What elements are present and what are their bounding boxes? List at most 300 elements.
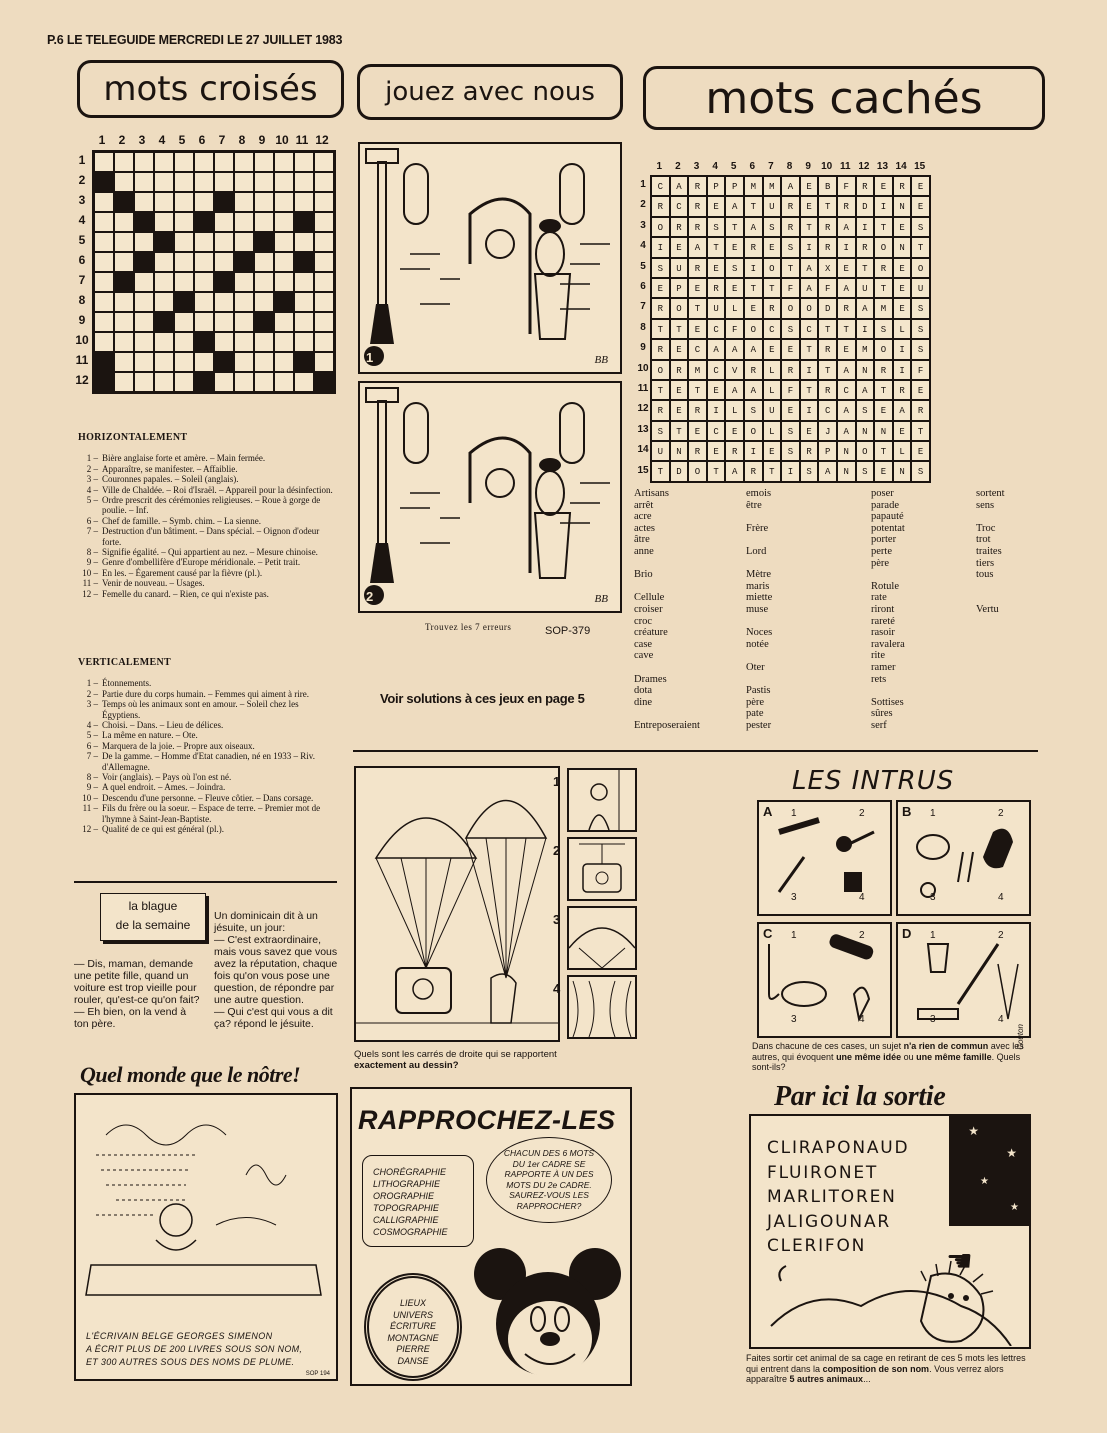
mots-caches-letter[interactable]: A bbox=[744, 339, 763, 359]
crossword-cell[interactable] bbox=[254, 332, 274, 352]
mots-caches-letter[interactable]: A bbox=[688, 237, 707, 257]
crossword-cell[interactable] bbox=[274, 352, 294, 372]
crossword-cell[interactable] bbox=[174, 352, 194, 372]
mots-caches-letter[interactable]: E bbox=[911, 441, 930, 461]
mots-caches-letter[interactable]: O bbox=[744, 421, 763, 441]
mots-caches-letter[interactable]: I bbox=[781, 461, 800, 481]
mots-caches-letter[interactable]: E bbox=[688, 319, 707, 339]
crossword-cell[interactable] bbox=[254, 352, 274, 372]
crossword-cell[interactable] bbox=[294, 192, 314, 212]
mots-caches-letter[interactable]: S bbox=[651, 258, 670, 278]
mots-caches-letter[interactable]: I bbox=[874, 196, 893, 216]
crossword-cell[interactable] bbox=[174, 232, 194, 252]
crossword-cell[interactable] bbox=[94, 212, 114, 232]
mots-caches-letter[interactable]: M bbox=[874, 298, 893, 318]
crossword-cell[interactable] bbox=[174, 372, 194, 392]
mots-caches-letter[interactable]: R bbox=[911, 400, 930, 420]
mots-caches-letter[interactable]: S bbox=[763, 217, 782, 237]
mots-caches-letter[interactable]: E bbox=[800, 421, 819, 441]
mots-caches-letter[interactable]: R bbox=[874, 258, 893, 278]
crossword-cell[interactable] bbox=[294, 232, 314, 252]
crossword-cell[interactable] bbox=[234, 172, 254, 192]
crossword-cell[interactable] bbox=[234, 272, 254, 292]
mots-caches-letter[interactable]: U bbox=[651, 441, 670, 461]
mots-caches-letter[interactable]: A bbox=[670, 176, 689, 196]
mots-caches-letter[interactable]: A bbox=[725, 380, 744, 400]
crossword-cell[interactable] bbox=[154, 332, 174, 352]
mots-caches-letter[interactable]: R bbox=[725, 441, 744, 461]
mots-caches-letter[interactable]: R bbox=[893, 176, 912, 196]
mots-caches-letter[interactable]: F bbox=[781, 380, 800, 400]
crossword-cell[interactable] bbox=[274, 232, 294, 252]
mots-caches-letter[interactable]: C bbox=[800, 319, 819, 339]
mots-caches-letter[interactable]: P bbox=[725, 176, 744, 196]
mots-caches-letter[interactable]: A bbox=[781, 176, 800, 196]
crossword-cell[interactable] bbox=[294, 312, 314, 332]
crossword-cell[interactable] bbox=[194, 252, 214, 272]
mots-caches-letter[interactable]: R bbox=[893, 380, 912, 400]
mots-caches-letter[interactable]: I bbox=[800, 237, 819, 257]
mots-caches-letter[interactable]: N bbox=[893, 196, 912, 216]
crossword-cell[interactable] bbox=[94, 292, 114, 312]
parachute-choice-box[interactable] bbox=[567, 906, 637, 970]
mots-caches-letter[interactable]: T bbox=[874, 380, 893, 400]
crossword-cell[interactable] bbox=[114, 172, 134, 192]
mots-caches-letter[interactable]: A bbox=[800, 278, 819, 298]
mots-caches-letter[interactable]: T bbox=[688, 380, 707, 400]
mots-caches-letter[interactable]: N bbox=[837, 441, 856, 461]
mots-caches-letter[interactable]: E bbox=[893, 278, 912, 298]
mots-caches-letter[interactable]: S bbox=[911, 339, 930, 359]
crossword-cell[interactable] bbox=[214, 152, 234, 172]
mots-caches-letter[interactable]: M bbox=[763, 176, 782, 196]
crossword-cell[interactable] bbox=[234, 292, 254, 312]
mots-caches-letter[interactable]: L bbox=[725, 400, 744, 420]
mots-caches-letter[interactable]: V bbox=[725, 360, 744, 380]
mots-caches-letter[interactable]: L bbox=[763, 380, 782, 400]
mots-caches-letter[interactable]: O bbox=[651, 217, 670, 237]
crossword-cell[interactable] bbox=[134, 272, 154, 292]
crossword-cell[interactable] bbox=[94, 192, 114, 212]
mots-caches-letter[interactable]: M bbox=[744, 176, 763, 196]
mots-caches-letter[interactable]: T bbox=[818, 319, 837, 339]
mots-caches-letter[interactable]: R bbox=[744, 360, 763, 380]
intrus-box[interactable] bbox=[757, 922, 892, 1038]
mots-caches-letter[interactable]: E bbox=[800, 196, 819, 216]
crossword-cell[interactable] bbox=[114, 232, 134, 252]
crossword-cell[interactable] bbox=[214, 292, 234, 312]
mots-caches-letter[interactable]: A bbox=[856, 380, 875, 400]
crossword-cell[interactable] bbox=[114, 332, 134, 352]
mots-caches-letter[interactable]: T bbox=[670, 319, 689, 339]
crossword-cell[interactable] bbox=[114, 372, 134, 392]
mots-caches-letter[interactable]: T bbox=[707, 461, 726, 481]
crossword-cell[interactable] bbox=[314, 312, 334, 332]
mots-caches-letter[interactable]: R bbox=[818, 237, 837, 257]
crossword-cell[interactable] bbox=[114, 252, 134, 272]
parachute-choice-box[interactable] bbox=[567, 975, 637, 1039]
mots-caches-letter[interactable]: T bbox=[651, 461, 670, 481]
mots-caches-letter[interactable]: R bbox=[688, 217, 707, 237]
crossword-cell[interactable] bbox=[274, 252, 294, 272]
mots-caches-letter[interactable]: D bbox=[818, 298, 837, 318]
mots-caches-letter[interactable]: E bbox=[744, 298, 763, 318]
crossword-cell[interactable] bbox=[134, 372, 154, 392]
crossword-grid[interactable] bbox=[92, 150, 336, 394]
crossword-cell[interactable] bbox=[174, 212, 194, 232]
mots-caches-letter[interactable]: T bbox=[800, 217, 819, 237]
mots-caches-letter[interactable]: F bbox=[837, 176, 856, 196]
crossword-cell[interactable] bbox=[214, 172, 234, 192]
mots-caches-letter[interactable]: U bbox=[856, 278, 875, 298]
mots-caches-letter[interactable]: O bbox=[670, 298, 689, 318]
mots-caches-letter[interactable]: E bbox=[781, 400, 800, 420]
crossword-cell[interactable] bbox=[174, 332, 194, 352]
mots-caches-letter[interactable]: A bbox=[800, 258, 819, 278]
crossword-cell[interactable] bbox=[174, 152, 194, 172]
mots-caches-letter[interactable]: R bbox=[651, 298, 670, 318]
mots-caches-letter[interactable]: S bbox=[874, 319, 893, 339]
mots-caches-letter[interactable]: F bbox=[725, 319, 744, 339]
crossword-cell[interactable] bbox=[314, 352, 334, 372]
crossword-cell[interactable] bbox=[114, 312, 134, 332]
crossword-cell[interactable] bbox=[294, 332, 314, 352]
mots-caches-letter[interactable]: I bbox=[856, 319, 875, 339]
mots-caches-letter[interactable]: R bbox=[670, 217, 689, 237]
intrus-box[interactable] bbox=[896, 800, 1031, 916]
crossword-cell[interactable] bbox=[314, 252, 334, 272]
mots-caches-letter[interactable]: T bbox=[818, 196, 837, 216]
mots-caches-letter[interactable]: R bbox=[688, 258, 707, 278]
crossword-cell[interactable] bbox=[214, 252, 234, 272]
crossword-cell[interactable] bbox=[94, 312, 114, 332]
mots-caches-letter[interactable]: F bbox=[911, 360, 930, 380]
mots-caches-letter[interactable]: D bbox=[856, 196, 875, 216]
mots-caches-letter[interactable]: E bbox=[651, 278, 670, 298]
mots-caches-grid[interactable] bbox=[650, 175, 931, 483]
mots-caches-letter[interactable]: S bbox=[911, 461, 930, 481]
crossword-cell[interactable] bbox=[114, 352, 134, 372]
crossword-cell[interactable] bbox=[314, 192, 334, 212]
mots-caches-letter[interactable]: E bbox=[688, 421, 707, 441]
mots-caches-letter[interactable]: R bbox=[744, 461, 763, 481]
mots-caches-letter[interactable]: R bbox=[781, 196, 800, 216]
mots-caches-letter[interactable]: A bbox=[725, 461, 744, 481]
crossword-cell[interactable] bbox=[234, 212, 254, 232]
mots-caches-letter[interactable]: P bbox=[707, 176, 726, 196]
mots-caches-letter[interactable]: A bbox=[837, 278, 856, 298]
mots-caches-letter[interactable]: I bbox=[856, 217, 875, 237]
mots-caches-letter[interactable]: R bbox=[707, 278, 726, 298]
mots-caches-letter[interactable]: E bbox=[874, 176, 893, 196]
mots-caches-letter[interactable]: T bbox=[744, 196, 763, 216]
crossword-cell[interactable] bbox=[254, 272, 274, 292]
mots-caches-letter[interactable]: A bbox=[837, 360, 856, 380]
crossword-cell[interactable] bbox=[94, 332, 114, 352]
mots-caches-letter[interactable]: T bbox=[744, 278, 763, 298]
crossword-cell[interactable] bbox=[214, 372, 234, 392]
crossword-cell[interactable] bbox=[134, 152, 154, 172]
mots-caches-letter[interactable]: S bbox=[744, 400, 763, 420]
mots-caches-letter[interactable]: S bbox=[856, 461, 875, 481]
mots-caches-letter[interactable]: T bbox=[707, 237, 726, 257]
mots-caches-letter[interactable]: N bbox=[837, 461, 856, 481]
crossword-cell[interactable] bbox=[154, 272, 174, 292]
mots-caches-letter[interactable]: R bbox=[688, 176, 707, 196]
mots-caches-letter[interactable]: S bbox=[725, 258, 744, 278]
mots-caches-letter[interactable]: L bbox=[763, 421, 782, 441]
mots-caches-letter[interactable]: E bbox=[670, 400, 689, 420]
mots-caches-letter[interactable]: J bbox=[818, 421, 837, 441]
mots-caches-letter[interactable]: S bbox=[911, 298, 930, 318]
crossword-cell[interactable] bbox=[214, 312, 234, 332]
crossword-cell[interactable] bbox=[274, 172, 294, 192]
mots-caches-letter[interactable]: T bbox=[651, 380, 670, 400]
mots-caches-letter[interactable]: M bbox=[856, 339, 875, 359]
mots-caches-letter[interactable]: U bbox=[707, 298, 726, 318]
mots-caches-letter[interactable]: E bbox=[763, 237, 782, 257]
mots-caches-letter[interactable]: O bbox=[800, 298, 819, 318]
mots-caches-letter[interactable]: E bbox=[707, 258, 726, 278]
crossword-cell[interactable] bbox=[94, 152, 114, 172]
mots-caches-letter[interactable]: E bbox=[911, 176, 930, 196]
mots-caches-letter[interactable]: S bbox=[800, 461, 819, 481]
crossword-cell[interactable] bbox=[134, 232, 154, 252]
crossword-cell[interactable] bbox=[234, 332, 254, 352]
crossword-cell[interactable] bbox=[134, 192, 154, 212]
crossword-cell[interactable] bbox=[94, 252, 114, 272]
mots-caches-letter[interactable]: T bbox=[856, 258, 875, 278]
mots-caches-letter[interactable]: O bbox=[856, 441, 875, 461]
crossword-cell[interactable] bbox=[134, 172, 154, 192]
crossword-cell[interactable] bbox=[134, 332, 154, 352]
crossword-cell[interactable] bbox=[154, 352, 174, 372]
crossword-cell[interactable] bbox=[94, 272, 114, 292]
mots-caches-letter[interactable]: R bbox=[800, 441, 819, 461]
mots-caches-letter[interactable]: E bbox=[911, 380, 930, 400]
mots-caches-letter[interactable]: I bbox=[837, 237, 856, 257]
crossword-cell[interactable] bbox=[154, 212, 174, 232]
crossword-cell[interactable] bbox=[94, 232, 114, 252]
mots-caches-letter[interactable]: A bbox=[744, 380, 763, 400]
mots-caches-letter[interactable]: O bbox=[744, 319, 763, 339]
mots-caches-letter[interactable]: A bbox=[725, 339, 744, 359]
mots-caches-letter[interactable]: E bbox=[707, 196, 726, 216]
crossword-cell[interactable] bbox=[174, 252, 194, 272]
crossword-cell[interactable] bbox=[234, 352, 254, 372]
mots-caches-letter[interactable]: E bbox=[763, 339, 782, 359]
crossword-cell[interactable] bbox=[314, 272, 334, 292]
crossword-cell[interactable] bbox=[254, 372, 274, 392]
mots-caches-letter[interactable]: I bbox=[800, 360, 819, 380]
mots-caches-letter[interactable]: R bbox=[763, 298, 782, 318]
crossword-cell[interactable] bbox=[274, 212, 294, 232]
mots-caches-letter[interactable]: T bbox=[911, 237, 930, 257]
mots-caches-letter[interactable]: E bbox=[725, 421, 744, 441]
mots-caches-letter[interactable]: E bbox=[707, 441, 726, 461]
crossword-cell[interactable] bbox=[234, 152, 254, 172]
mots-caches-letter[interactable]: R bbox=[744, 237, 763, 257]
mots-caches-letter[interactable]: T bbox=[911, 421, 930, 441]
mots-caches-letter[interactable]: E bbox=[874, 400, 893, 420]
mots-caches-letter[interactable]: N bbox=[874, 421, 893, 441]
mots-caches-letter[interactable]: C bbox=[707, 421, 726, 441]
crossword-cell[interactable] bbox=[174, 192, 194, 212]
mots-caches-letter[interactable]: E bbox=[725, 278, 744, 298]
mots-caches-letter[interactable]: L bbox=[893, 319, 912, 339]
crossword-cell[interactable] bbox=[254, 212, 274, 232]
mots-caches-letter[interactable]: T bbox=[837, 319, 856, 339]
mots-caches-letter[interactable]: N bbox=[893, 461, 912, 481]
crossword-cell[interactable] bbox=[114, 292, 134, 312]
mots-caches-letter[interactable]: O bbox=[874, 339, 893, 359]
mots-caches-letter[interactable]: X bbox=[818, 258, 837, 278]
mots-caches-letter[interactable]: S bbox=[911, 217, 930, 237]
crossword-cell[interactable] bbox=[194, 152, 214, 172]
mots-caches-letter[interactable]: R bbox=[856, 237, 875, 257]
mots-caches-letter[interactable]: A bbox=[837, 400, 856, 420]
mots-caches-letter[interactable]: T bbox=[651, 319, 670, 339]
crossword-cell[interactable] bbox=[254, 192, 274, 212]
crossword-cell[interactable] bbox=[314, 152, 334, 172]
mots-caches-letter[interactable]: P bbox=[670, 278, 689, 298]
mots-caches-letter[interactable]: N bbox=[893, 237, 912, 257]
crossword-cell[interactable] bbox=[194, 292, 214, 312]
mots-caches-letter[interactable]: E bbox=[707, 380, 726, 400]
mots-caches-letter[interactable]: E bbox=[670, 339, 689, 359]
crossword-cell[interactable] bbox=[194, 352, 214, 372]
mots-caches-letter[interactable]: T bbox=[874, 278, 893, 298]
mots-caches-letter[interactable]: C bbox=[707, 360, 726, 380]
mots-caches-letter[interactable]: O bbox=[781, 298, 800, 318]
mots-caches-letter[interactable]: S bbox=[651, 421, 670, 441]
crossword-cell[interactable] bbox=[214, 332, 234, 352]
mots-caches-letter[interactable]: P bbox=[818, 441, 837, 461]
crossword-cell[interactable] bbox=[114, 212, 134, 232]
mots-caches-letter[interactable]: T bbox=[670, 421, 689, 441]
crossword-cell[interactable] bbox=[174, 272, 194, 292]
crossword-cell[interactable] bbox=[114, 152, 134, 172]
mots-caches-letter[interactable]: S bbox=[781, 421, 800, 441]
mots-caches-letter[interactable]: O bbox=[651, 360, 670, 380]
parachute-choice-box[interactable] bbox=[567, 768, 637, 832]
mots-caches-letter[interactable]: S bbox=[781, 237, 800, 257]
mots-caches-letter[interactable]: O bbox=[874, 237, 893, 257]
mots-caches-letter[interactable]: R bbox=[688, 400, 707, 420]
mots-caches-letter[interactable]: E bbox=[763, 441, 782, 461]
mots-caches-letter[interactable]: S bbox=[911, 319, 930, 339]
crossword-cell[interactable] bbox=[154, 372, 174, 392]
crossword-cell[interactable] bbox=[234, 232, 254, 252]
mots-caches-letter[interactable]: R bbox=[781, 217, 800, 237]
mots-caches-letter[interactable]: T bbox=[725, 217, 744, 237]
crossword-cell[interactable] bbox=[194, 192, 214, 212]
mots-caches-letter[interactable]: R bbox=[781, 360, 800, 380]
crossword-cell[interactable] bbox=[134, 292, 154, 312]
mots-caches-letter[interactable]: R bbox=[818, 217, 837, 237]
crossword-cell[interactable] bbox=[154, 252, 174, 272]
mots-caches-letter[interactable]: I bbox=[893, 360, 912, 380]
mots-caches-letter[interactable]: R bbox=[688, 441, 707, 461]
mots-caches-letter[interactable]: E bbox=[800, 176, 819, 196]
crossword-cell[interactable] bbox=[274, 312, 294, 332]
mots-caches-letter[interactable]: A bbox=[837, 421, 856, 441]
crossword-cell[interactable] bbox=[194, 172, 214, 192]
crossword-cell[interactable] bbox=[294, 172, 314, 192]
mots-caches-letter[interactable]: L bbox=[893, 441, 912, 461]
crossword-cell[interactable] bbox=[234, 192, 254, 212]
mots-caches-letter[interactable]: C bbox=[763, 319, 782, 339]
crossword-cell[interactable] bbox=[274, 192, 294, 212]
mots-caches-letter[interactable]: I bbox=[744, 258, 763, 278]
mots-caches-letter[interactable]: A bbox=[725, 196, 744, 216]
mots-caches-letter[interactable]: S bbox=[781, 319, 800, 339]
mots-caches-letter[interactable]: A bbox=[707, 339, 726, 359]
mots-caches-letter[interactable]: E bbox=[688, 278, 707, 298]
mots-caches-letter[interactable]: E bbox=[837, 258, 856, 278]
crossword-cell[interactable] bbox=[294, 272, 314, 292]
crossword-cell[interactable] bbox=[214, 212, 234, 232]
mots-caches-letter[interactable]: C bbox=[651, 176, 670, 196]
crossword-cell[interactable] bbox=[254, 292, 274, 312]
crossword-cell[interactable] bbox=[174, 172, 194, 192]
mots-caches-letter[interactable]: S bbox=[781, 441, 800, 461]
mots-caches-letter[interactable]: T bbox=[688, 298, 707, 318]
mots-caches-letter[interactable]: A bbox=[818, 461, 837, 481]
crossword-cell[interactable] bbox=[274, 332, 294, 352]
mots-caches-letter[interactable]: O bbox=[911, 258, 930, 278]
mots-caches-letter[interactable]: I bbox=[744, 441, 763, 461]
mots-caches-letter[interactable]: E bbox=[670, 380, 689, 400]
mots-caches-letter[interactable]: T bbox=[781, 258, 800, 278]
crossword-cell[interactable] bbox=[294, 372, 314, 392]
mots-caches-letter[interactable]: R bbox=[818, 380, 837, 400]
mots-caches-letter[interactable]: O bbox=[688, 461, 707, 481]
crossword-cell[interactable] bbox=[154, 192, 174, 212]
mots-caches-letter[interactable]: E bbox=[893, 217, 912, 237]
mots-caches-letter[interactable]: T bbox=[818, 360, 837, 380]
mots-caches-letter[interactable]: N bbox=[856, 360, 875, 380]
mots-caches-letter[interactable]: B bbox=[818, 176, 837, 196]
mots-caches-letter[interactable]: C bbox=[707, 319, 726, 339]
mots-caches-letter[interactable]: T bbox=[874, 217, 893, 237]
mots-caches-letter[interactable]: E bbox=[837, 339, 856, 359]
mots-caches-letter[interactable]: U bbox=[763, 196, 782, 216]
mots-caches-letter[interactable]: R bbox=[670, 360, 689, 380]
mots-caches-letter[interactable]: I bbox=[651, 237, 670, 257]
crossword-cell[interactable] bbox=[314, 232, 334, 252]
mots-caches-letter[interactable]: T bbox=[800, 380, 819, 400]
mots-caches-letter[interactable]: N bbox=[856, 421, 875, 441]
mots-caches-letter[interactable]: R bbox=[874, 360, 893, 380]
mots-caches-letter[interactable]: I bbox=[800, 400, 819, 420]
mots-caches-letter[interactable]: C bbox=[818, 400, 837, 420]
mots-caches-letter[interactable]: E bbox=[911, 196, 930, 216]
mots-caches-letter[interactable]: A bbox=[893, 400, 912, 420]
mots-caches-letter[interactable]: R bbox=[818, 339, 837, 359]
crossword-cell[interactable] bbox=[314, 172, 334, 192]
mots-caches-letter[interactable]: C bbox=[837, 380, 856, 400]
mots-caches-letter[interactable]: E bbox=[893, 421, 912, 441]
mots-caches-letter[interactable]: T bbox=[763, 461, 782, 481]
crossword-cell[interactable] bbox=[254, 252, 274, 272]
mots-caches-letter[interactable]: R bbox=[651, 400, 670, 420]
crossword-cell[interactable] bbox=[254, 172, 274, 192]
crossword-cell[interactable] bbox=[154, 152, 174, 172]
mots-caches-letter[interactable]: L bbox=[763, 360, 782, 380]
crossword-cell[interactable] bbox=[214, 232, 234, 252]
mots-caches-letter[interactable]: E bbox=[725, 237, 744, 257]
